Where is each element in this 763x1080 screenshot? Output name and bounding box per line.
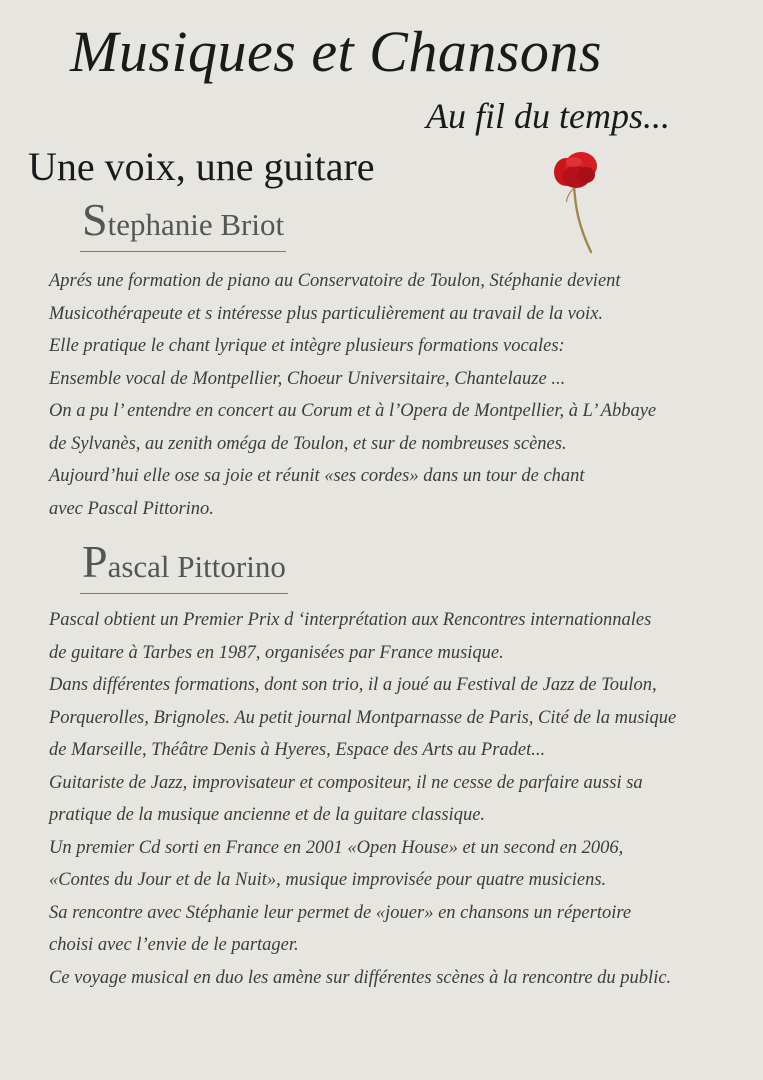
bio-line: de Sylvanès, au zenith oméga de Toulon, et sur de nombreuses scènes. [49,433,567,454]
bio-line: Dans différentes formations, dont son trio, il a joué au Festival de Jazz de Toulon, [49,675,657,695]
bio-line: de guitare à Tarbes en 1987, organisées par France musique. [49,642,504,663]
bio-line: On a pu l’ entendre en concert au Corum et à l’Opera de Montpellier, à L’ Abbaye [49,401,657,421]
section-heading: Une voix, une guitare [28,144,375,189]
artist-initial: P [82,536,108,587]
bio-line: Elle pratique le chant lyrique et intègre plusieurs formations vocales: [49,336,565,356]
bio-line: Porquerolles, Brignoles. Au petit journal Montparnasse de Paris, Cité de la musique [49,707,677,728]
bio-line: Musicothérapeute et s intéresse plus particulièrement au travail de la voix. [49,303,604,324]
poppy-flower-icon [548,150,608,262]
artist-bio-stephanie [49,265,656,525]
bio-line: choisi avec l’envie de le partager. [49,935,299,955]
page-title: Musiques et Chansons [70,19,602,84]
bio-line: Sa rencontre avec Stéphanie leur permet de «jouer» en chansons un répertoire [49,902,632,923]
bio-line: Ce voyage musical en duo les amène sur différentes scènes à la rencontre du public. [49,967,672,988]
page-subtitle: Au fil du temps... [426,96,670,136]
bio-line: Pascal obtient un Premier Prix d ‘interprétation aux Rencontres internationnales [49,610,652,630]
bio-line: Aprés une formation de piano au Conservatoire de Toulon, Stéphanie devient [49,271,621,291]
bio-line: pratique de la musique ancienne et de la guitare classique. [49,805,486,825]
bio-line: Guitariste de Jazz, improvisateur et compositeur, il ne cesse de parfaire aussi sa [49,772,643,793]
artist-initial: S [82,194,108,245]
bio-line: «Contes du Jour et de la Nuit», musique improvisée pour quatre musiciens. [49,870,607,890]
artist-name-rest: ascal Pittorino [107,549,286,584]
bio-line: Ensemble vocal de Montpellier, Choeur Universitaire, Chantelauze ... [49,368,566,389]
artist-name-rest: tephanie Briot [107,207,285,242]
bio-line: avec Pascal Pittorino. [49,498,214,519]
artist-name-pascal [80,535,288,594]
bio-line: Aujourd’hui elle ose sa joie et réunit «ses cordes» dans un tour de chant [49,466,585,486]
artist-name-stephanie [80,193,286,252]
bio-line: de Marseille, Théâtre Denis à Hyeres, Espace des Arts au Pradet... [49,740,546,760]
artist-bio-pascal [49,604,676,994]
bio-line: Un premier Cd sorti en France en 2001 «Open House» et un second en 2006, [49,837,624,858]
